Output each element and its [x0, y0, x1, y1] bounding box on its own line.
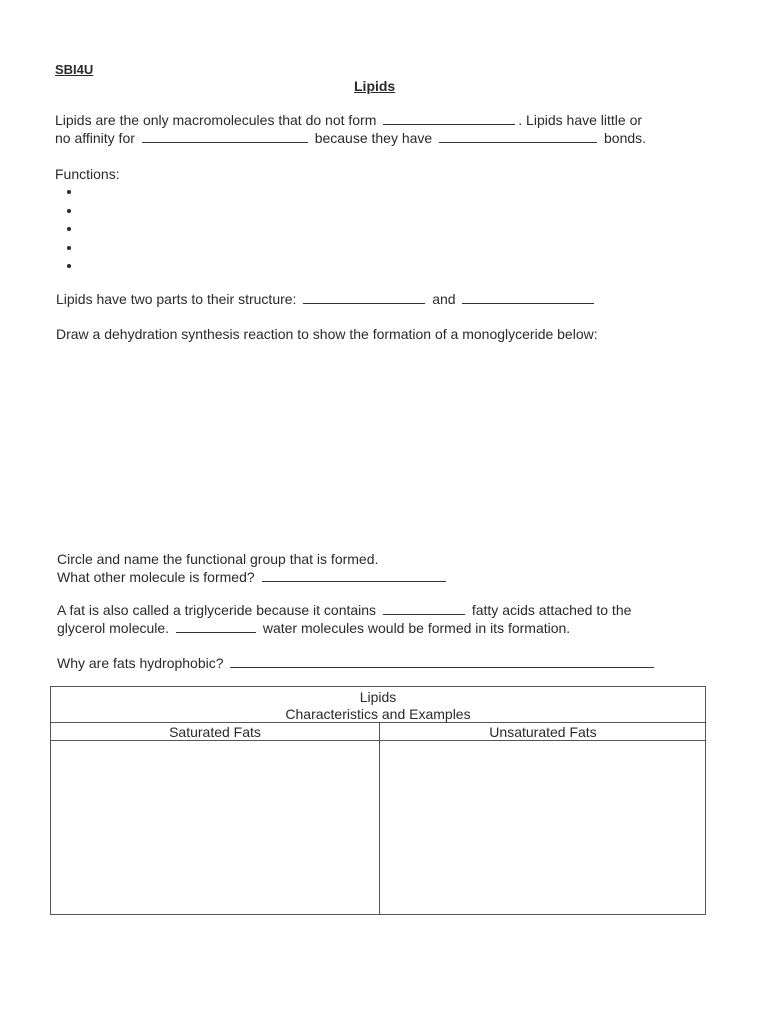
intro-text-3: no affinity for: [55, 130, 135, 146]
drawing-area[interactable]: [56, 350, 696, 540]
table-subtitle: Characteristics and Examples: [285, 706, 471, 722]
triglyceride-line-1: [57, 602, 631, 618]
column-header-saturated: Saturated Fats: [169, 724, 261, 740]
draw-instruction: Draw a dehydration synthesis reaction to show the formation of a monoglyceride below:: [56, 326, 598, 342]
intro-text-5: bonds.: [604, 130, 647, 146]
triglyceride-text-1: A fat is also called a triglyceride because it contains: [57, 602, 377, 618]
hydrophobic-line: [57, 655, 657, 671]
intro-text-4: because they have: [314, 130, 433, 146]
intro-text-2: . Lipids have little or: [518, 112, 643, 128]
blank-fatty-acid-count[interactable]: [383, 602, 465, 615]
functions-label: Functions:: [55, 166, 120, 182]
blank-structure-part-2[interactable]: [462, 291, 594, 304]
intro-line-1: [55, 112, 642, 128]
unsaturated-fats-cell[interactable]: [380, 742, 706, 914]
structure-and: and: [432, 291, 456, 307]
saturated-fats-cell[interactable]: [51, 742, 379, 914]
blank-no-affinity-for[interactable]: [142, 130, 308, 143]
triglyceride-line-2: [57, 620, 570, 636]
lipids-table: [50, 686, 706, 915]
intro-line-2: [55, 130, 646, 146]
course-code: SBI4U: [55, 62, 94, 77]
blank-other-molecule[interactable]: [262, 569, 446, 582]
triglyceride-text-4: water molecules would be formed in its formation.: [262, 620, 571, 636]
structure-text: Lipids have two parts to their structure:: [56, 291, 297, 307]
triglyceride-text-2: fatty acids attached to the: [471, 602, 632, 618]
blank-do-not-form[interactable]: [383, 112, 515, 125]
table-header: [51, 687, 705, 723]
table-column-headers: [51, 723, 705, 741]
blank-hydrophobic-answer[interactable]: [230, 655, 654, 668]
blank-bond-type[interactable]: [439, 130, 597, 143]
intro-text-1: Lipids are the only macromolecules that do not form: [55, 112, 377, 128]
other-molecule-question: What other molecule is formed?: [57, 569, 255, 585]
other-molecule-line: [57, 569, 449, 585]
blank-structure-part-1[interactable]: [303, 291, 425, 304]
triglyceride-text-3: glycerol molecule.: [57, 620, 170, 636]
structure-line: [56, 291, 597, 307]
column-header-unsaturated: Unsaturated Fats: [489, 724, 597, 740]
functions-list: [60, 182, 82, 275]
circle-instruction: Circle and name the functional group that is formed.: [57, 551, 379, 567]
page-title: Lipids: [354, 78, 396, 94]
blank-water-count[interactable]: [176, 620, 256, 633]
table-title: Lipids: [359, 689, 397, 705]
hydrophobic-question: Why are fats hydrophobic?: [57, 655, 224, 671]
